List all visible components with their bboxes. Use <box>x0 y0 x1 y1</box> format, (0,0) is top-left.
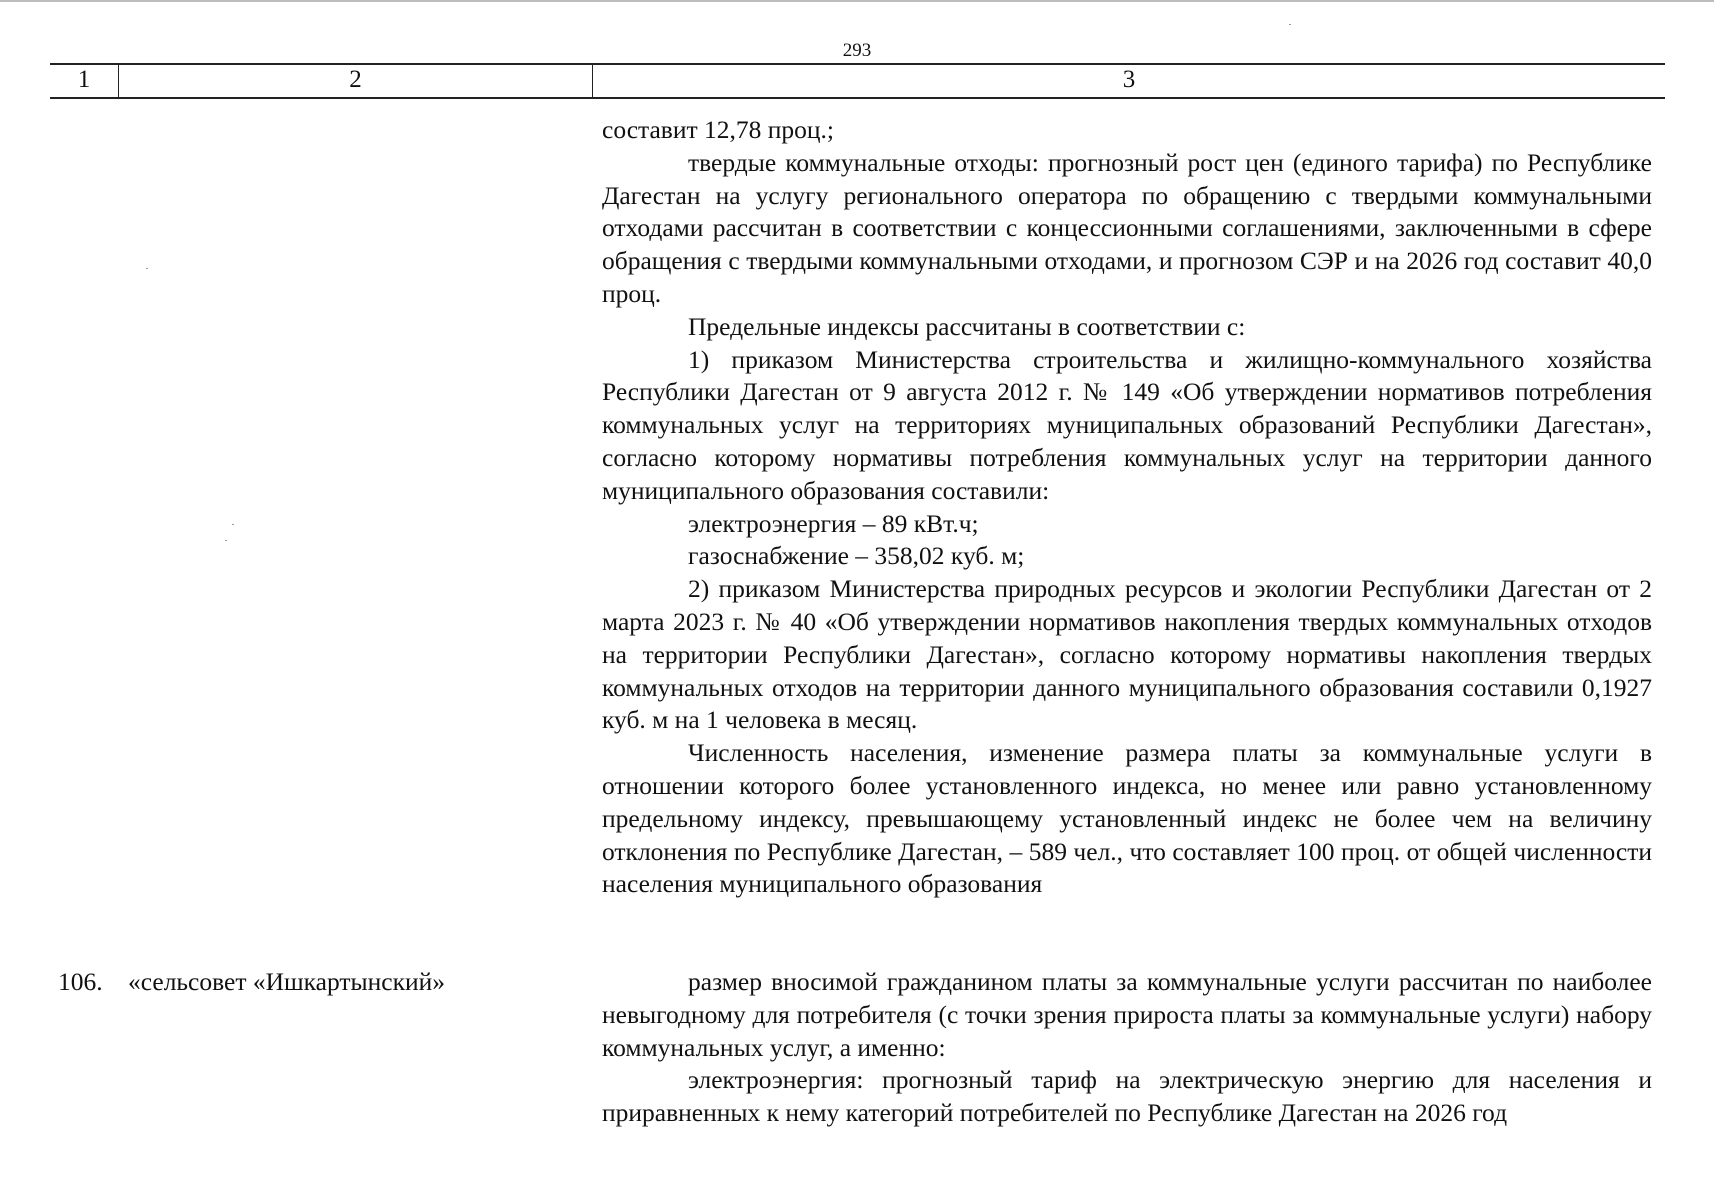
column-header-1: 1 <box>77 66 91 93</box>
municipality-name: «сельсовет «Ишкартынский» <box>128 967 446 996</box>
paragraph: размер вносимой гражданином платы за коммунальные услуги рассчитан по наиболее невыгодному для потребителя (с точки зрения прироста платы за коммунальные услуги) набору коммунальных услуг, а именно: <box>602 967 1652 1062</box>
scan-speck <box>1289 24 1291 25</box>
table-header-bottom-rule <box>50 97 1665 99</box>
column-header-3: 3 <box>1122 66 1136 93</box>
paragraph: газоснабжение – 358,02 куб. м; <box>688 541 1025 571</box>
paragraph: электроэнергия – 89 кВт.ч; <box>688 508 979 538</box>
scan-speck <box>232 524 234 525</box>
table-header-top-rule <box>50 63 1665 65</box>
column-header-2: 2 <box>349 66 362 93</box>
scan-edge <box>0 0 1714 2</box>
continuation-text-block <box>602 114 1652 901</box>
scan-speck <box>225 540 227 541</box>
page-number: 293 <box>842 40 872 61</box>
paragraph: Предельные индексы рассчитаны в соответствии с: <box>688 311 1246 341</box>
row-106-text-block <box>602 966 1652 1130</box>
paragraph: 1) приказом Министерства строительства и жилищно-коммунального хозяйства Республики Дагестан от 9 августа 2012 г. № 149 «Об утверждении нормативов потребления коммунальных услуг на территориях муниципальных образований Республики Дагестан», согласно которому нормативы потребления коммунальных услуг на территории данного муниципального образования составили: <box>602 344 1652 505</box>
paragraph: 2) приказом Министерства природных ресурсов и экологии Республики Дагестан от 2 марта 2023 г. № 40 «Об утверждении нормативов накопления твердых коммунальных отходов на территории Республики Дагестан», согласно которому нормативы накопления твердых коммунальных отходов на территории данного муниципального образования составили 0,1927 куб. м на 1 человека в месяц. <box>602 574 1652 735</box>
paragraph: электроэнергия: прогнозный тариф на электрическую энергию для населения и приравненных к нему категорий потребителей по Республике Дагестан на 2026 год <box>602 1065 1652 1128</box>
row-number: 106. <box>58 967 103 996</box>
paragraph: твердые коммунальные отходы: прогнозный рост цен (единого тарифа) по Республике Дагестан на услугу регионального оператора по обращению с твердыми коммунальными отходами рассчитан в соответствии с концессионными соглашениями, заключенными в сфере обращения с твердыми коммунальными отходами, и прогнозом СЭР и на 2026 год составит 40,0 проц. <box>602 147 1652 308</box>
paragraph: составит 12,78 проц.; <box>602 115 835 144</box>
paragraph: Численность населения, изменение размера платы за коммунальные услуги в отношении которого более установленного индекса, но менее или равно установленному предельному индексу, превышающему установленный индекс не более чем на величину отклонения по Республике Дагестан, – 589 чел., что составляет 100 проц. от общей численности населения муниципального образования <box>602 738 1652 899</box>
scan-speck <box>146 268 148 269</box>
